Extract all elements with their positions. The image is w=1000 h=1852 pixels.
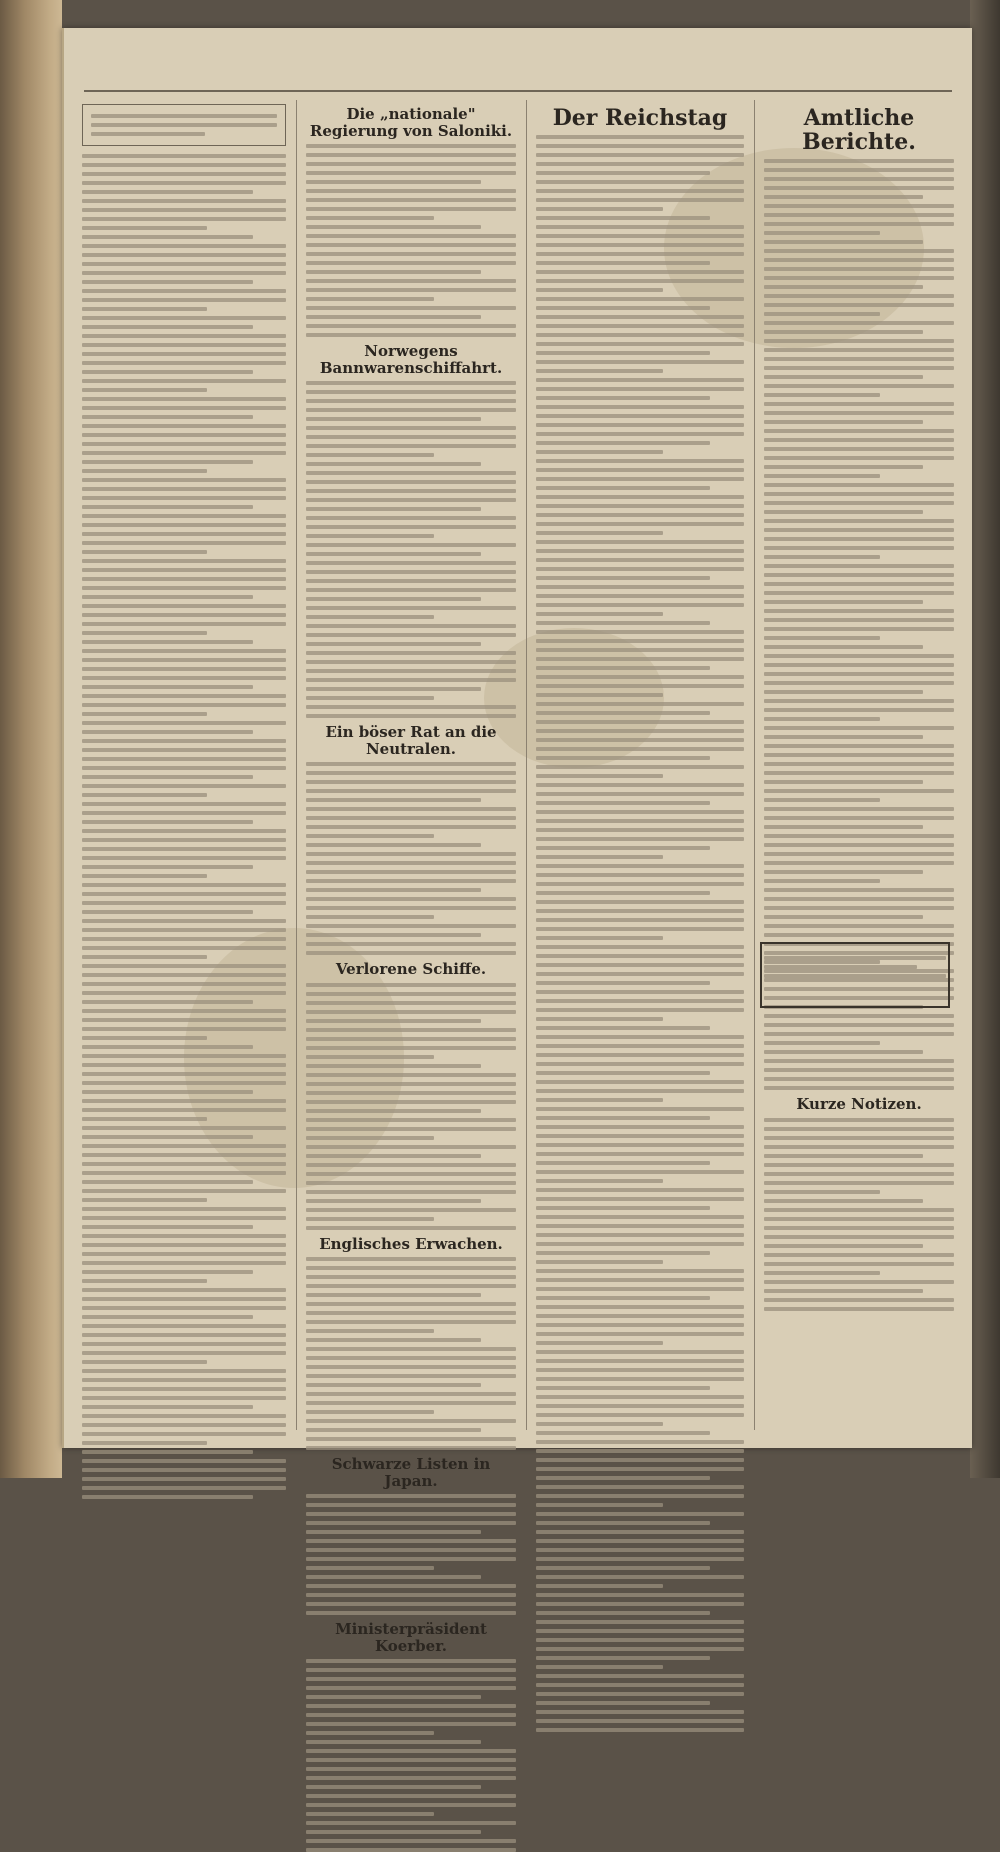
article-headline: Schwarze Listen in Japan.: [331, 1455, 491, 1490]
article-headline: Verlorene Schiffe.: [335, 960, 487, 978]
advertisement-box: [760, 942, 950, 1008]
column-4: [762, 100, 956, 1430]
poem-box: [82, 104, 286, 146]
header-rule: [84, 90, 952, 92]
article-headline: Englisches Erwachen.: [319, 1234, 503, 1253]
article-headline: Kurze Notizen.: [796, 1095, 922, 1114]
column-1: [80, 100, 288, 1430]
page-edge: [970, 0, 1000, 1478]
book-binding: [0, 0, 62, 1478]
article-headline: Norwegens Bannwarenschiffahrt.: [319, 342, 503, 377]
newspaper-page: [62, 28, 972, 1655]
article-headline: Die „nationale" Regierung von Saloniki.: [309, 105, 513, 140]
column-3: [534, 100, 746, 1430]
article-headline: Ministerpräsident Koerber.: [335, 1620, 487, 1655]
article-headline: Amtliche Berichte.: [802, 105, 916, 156]
column-2: [304, 100, 518, 1655]
article-headline: Ein böser Rat an die Neutralen.: [325, 723, 497, 758]
article-headline: Der Reichstag: [552, 105, 728, 131]
